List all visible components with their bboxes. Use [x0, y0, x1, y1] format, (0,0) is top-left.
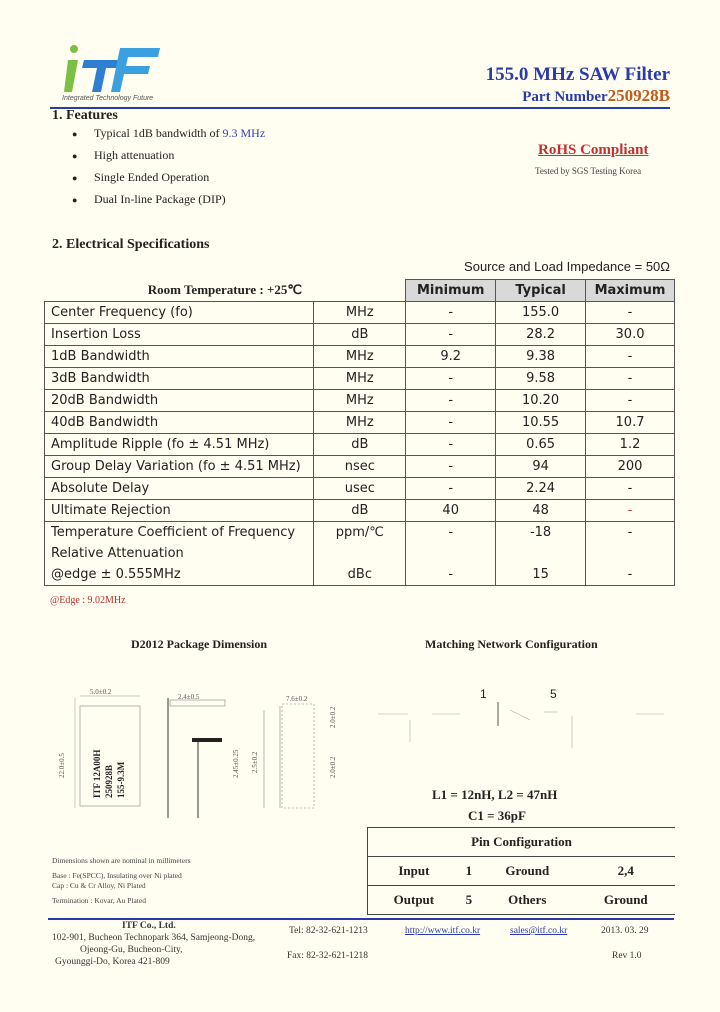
itf-logo: [62, 40, 162, 102]
features-heading: 1. Features: [52, 108, 118, 123]
part-number: Part Number250928B: [522, 86, 670, 105]
dim-label: 2.45±0.25: [232, 749, 240, 778]
spec-param: Relative Attenuation: [45, 543, 314, 564]
spec-unit: MHz: [314, 390, 406, 412]
room-temp: Room Temperature : +25℃: [45, 280, 406, 302]
spec-row: [45, 478, 675, 500]
impedance-note: Source and Load Impedance = 50Ω: [464, 259, 670, 274]
pin-config-header: [368, 828, 676, 857]
package-note: Dimensions shown are nominal in millimeters: [52, 856, 191, 865]
spec-unit: MHz: [314, 302, 406, 324]
spec-min: [406, 543, 496, 564]
pin-cell: 1: [460, 857, 478, 886]
spec-typ: -18: [496, 522, 586, 544]
dim-label: 7.6±0.2: [286, 695, 308, 703]
pin-cell: 2,4: [577, 857, 675, 886]
feature-item: ● Single Ended Operation: [72, 170, 210, 184]
spec-typ: [496, 543, 586, 564]
pin-config-caption: Pin Configuration: [368, 828, 676, 857]
col-typical: Typical: [496, 280, 586, 302]
spec-param: Group Delay Variation (fo ± 4.51 MHz): [45, 456, 314, 478]
spec-typ: 94: [496, 456, 586, 478]
doc-date: 2013. 03. 29: [601, 926, 649, 936]
spec-max: -: [586, 390, 675, 412]
spec-row: [45, 434, 675, 456]
spec-min: 9.2: [406, 346, 496, 368]
pin-config-table: [367, 827, 675, 915]
pin-cell: Ground: [577, 886, 675, 915]
spec-typ: 9.58: [496, 368, 586, 390]
tel: Tel: 82-32-621-1213: [289, 926, 368, 936]
spec-max: 10.7: [586, 412, 675, 434]
spec-unit: ppm/℃: [314, 522, 406, 544]
spec-unit: dB: [314, 324, 406, 346]
electrical-heading: 2. Electrical Specifications: [52, 237, 210, 252]
spec-max: [586, 543, 675, 564]
package-note: Base : Fe(SPCC), Insulating over Ni plated: [52, 870, 182, 880]
spec-unit: dB: [314, 434, 406, 456]
spec-max: -: [586, 302, 675, 324]
spec-param: Center Frequency (fo): [45, 302, 314, 324]
website-link[interactable]: http://www.itf.co.kr: [405, 926, 481, 936]
pin-cell: Input: [368, 857, 460, 886]
spec-row: [45, 543, 675, 564]
page-title: 155.0 MHz SAW Filter: [485, 64, 670, 85]
spec-row: [45, 346, 675, 368]
address-line: Ojeong-Gu, Bucheon-City,: [80, 945, 183, 955]
spec-typ: 155.0: [496, 302, 586, 324]
spec-unit: nsec: [314, 456, 406, 478]
spec-min: -: [406, 434, 496, 456]
dim-label: 2.0±0.2: [329, 756, 337, 778]
features-list: [72, 126, 265, 214]
spec-param: 3dB Bandwidth: [45, 368, 314, 390]
address-line: Gyounggi-Do, Korea 421-809: [55, 957, 170, 967]
pin-cell: Output: [368, 886, 460, 915]
spec-typ: 28.2: [496, 324, 586, 346]
spec-param: Ultimate Rejection: [45, 500, 314, 522]
spec-min: -: [406, 412, 496, 434]
logo-tagline: Integrated Technology Future: [62, 95, 154, 102]
pin5-label: 5: [550, 687, 557, 701]
doc-revision: Rev 1.0: [612, 951, 642, 961]
package-note: Cap : Cu & Cr Alloy, Ni Plated: [52, 881, 146, 890]
col-minimum: Minimum: [406, 280, 496, 302]
marking-1: ITF 12A00H: [92, 749, 102, 798]
spec-param: @edge ± 0.555MHz: [45, 564, 314, 586]
pin-row: [368, 857, 676, 886]
spec-row: [45, 368, 675, 390]
spec-param: Absolute Delay: [45, 478, 314, 500]
spec-min: -: [406, 390, 496, 412]
spec-max: -: [586, 368, 675, 390]
matching-network-diagram: [360, 680, 680, 760]
spec-unit: MHz: [314, 412, 406, 434]
pin-cell: 5: [460, 886, 478, 915]
package-drawing: [50, 668, 350, 818]
spec-param: Insertion Loss: [45, 324, 314, 346]
spec-max: -: [586, 522, 675, 544]
pin1-label: 1: [480, 687, 487, 701]
col-maximum: Maximum: [586, 280, 675, 302]
dim-label: 5.0±0.2: [90, 688, 112, 696]
pin-cell: Ground: [478, 857, 576, 886]
spec-max: -: [586, 500, 675, 522]
matching-caption: Matching Network Configuration: [425, 637, 598, 651]
spec-unit: dBc: [314, 564, 406, 586]
address-line: 102-901, Bucheon Technopark 364, Samjeong-Dong,: [52, 933, 256, 943]
header-divider: [50, 107, 670, 109]
edge-note: @Edge : 9.02MHz: [50, 595, 126, 606]
footer-divider: [48, 918, 674, 920]
company-name: ITF Co., Ltd.: [122, 921, 176, 931]
marking-3: 155-9.3M: [116, 761, 126, 798]
spec-min: -: [406, 302, 496, 324]
pin-row: [368, 886, 676, 915]
spec-typ: 15: [496, 564, 586, 586]
package-caption: D2012 Package Dimension: [131, 637, 267, 651]
spec-row: [45, 412, 675, 434]
spec-row: [45, 324, 675, 346]
spec-row: [45, 302, 675, 324]
spec-table: [44, 279, 675, 586]
spec-typ: 2.24: [496, 478, 586, 500]
spec-row: [45, 390, 675, 412]
spec-param: 20dB Bandwidth: [45, 390, 314, 412]
spec-param: Amplitude Ripple (fo ± 4.51 MHz): [45, 434, 314, 456]
feature-item: ● Dual In-line Package (DIP): [72, 192, 226, 206]
spec-min: -: [406, 564, 496, 586]
feature-item: ● High attenuation: [72, 148, 175, 162]
spec-row: [45, 456, 675, 478]
spec-min: -: [406, 368, 496, 390]
dim-label: 22.0±0.5: [58, 753, 66, 778]
spec-min: -: [406, 478, 496, 500]
package-notes: [52, 856, 191, 906]
inductor-values: L1 = 12nH, L2 = 47nH: [432, 787, 558, 802]
spec-min: -: [406, 324, 496, 346]
spec-max: 30.0: [586, 324, 675, 346]
dim-label: 2.4±0.5: [178, 693, 200, 701]
fax: Fax: 82-32-621-1218: [287, 951, 369, 961]
spec-min: -: [406, 522, 496, 544]
pin-cell: Others: [478, 886, 576, 915]
spec-row: [45, 564, 675, 586]
spec-typ: 10.55: [496, 412, 586, 434]
marking-2: 250928B: [104, 764, 114, 798]
spec-max: -: [586, 478, 675, 500]
spec-max: 1.2: [586, 434, 675, 456]
spec-typ: 0.65: [496, 434, 586, 456]
spec-max: -: [586, 564, 675, 586]
spec-typ: 48: [496, 500, 586, 522]
feature-item: ● Typical 1dB bandwidth of 9.3 MHz: [72, 126, 266, 140]
rohs-label: RoHS Compliant: [538, 142, 649, 158]
spec-header-row: [45, 280, 675, 302]
spec-param: 1dB Bandwidth: [45, 346, 314, 368]
spec-param: Temperature Coefficient of Frequency: [45, 522, 314, 544]
spec-min: 40: [406, 500, 496, 522]
spec-row: [45, 500, 675, 522]
package-note: Termination : Kovar, Au Plated: [52, 895, 146, 905]
dim-label: 2.5±0.2: [251, 751, 259, 773]
dim-label: 2.0±0.2: [329, 706, 337, 728]
spec-param: 40dB Bandwidth: [45, 412, 314, 434]
spec-unit: MHz: [314, 368, 406, 390]
spec-unit: [314, 543, 406, 564]
spec-unit: MHz: [314, 346, 406, 368]
rohs-tested: Tested by SGS Testing Korea: [535, 166, 642, 176]
capacitor-value: C1 = 36pF: [468, 808, 526, 823]
spec-min: -: [406, 456, 496, 478]
spec-unit: dB: [314, 500, 406, 522]
spec-typ: 9.38: [496, 346, 586, 368]
spec-max: 200: [586, 456, 675, 478]
spec-row: [45, 522, 675, 544]
spec-typ: 10.20: [496, 390, 586, 412]
spec-max: -: [586, 346, 675, 368]
spec-unit: usec: [314, 478, 406, 500]
email-link[interactable]: sales@itf.co.kr: [510, 926, 568, 936]
